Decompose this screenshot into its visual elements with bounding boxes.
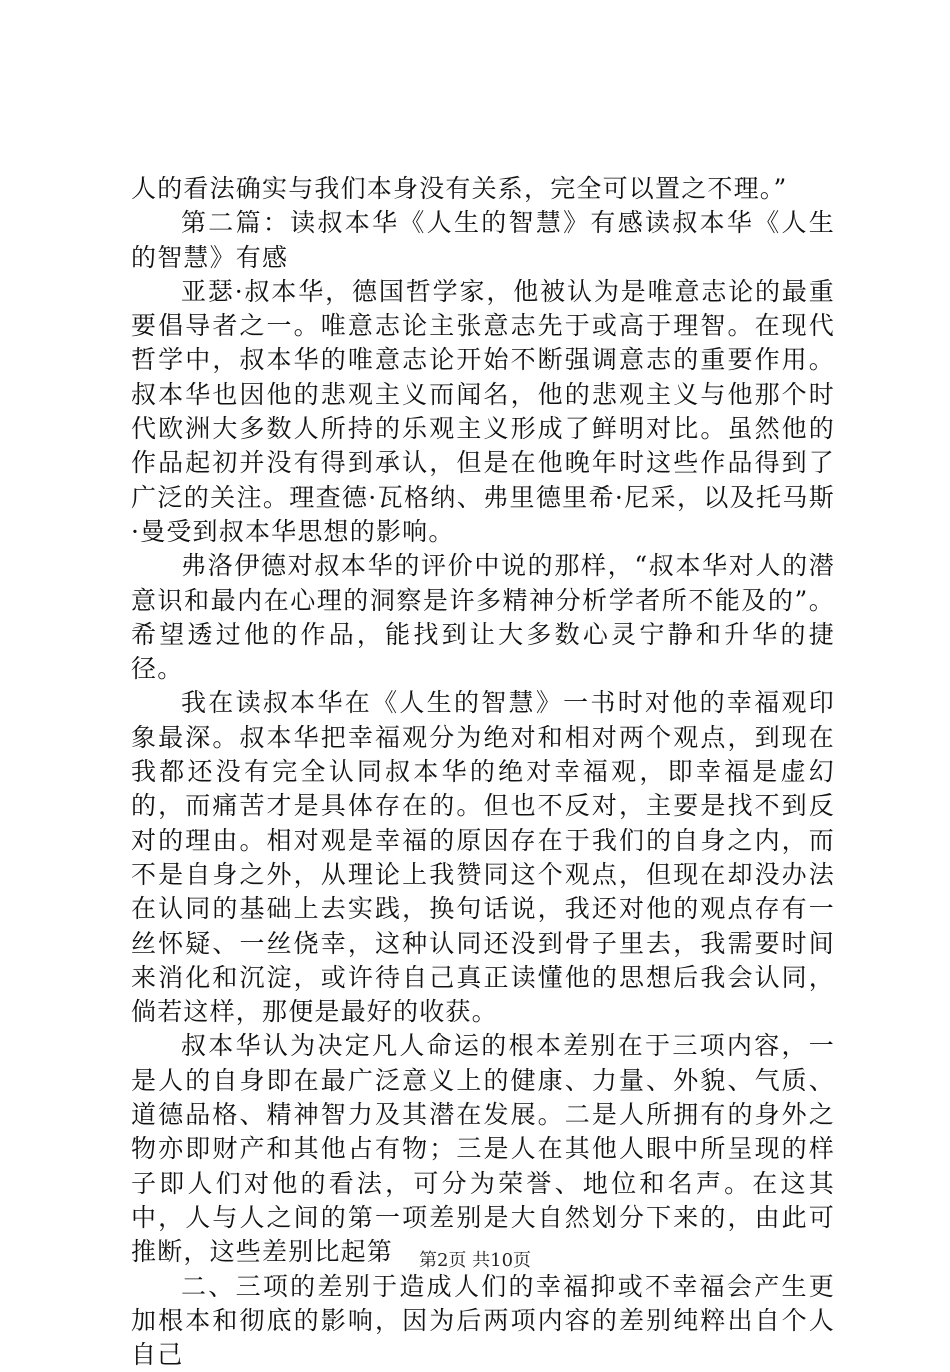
paragraph-three-differences: 叔本华认为决定凡人命运的根本差别在于三项内容，一是人的自身即在最广泛意义上的健康、力量、外貌、气质、道德品格、精神智力及其潜在发展。二是人所拥有的身外之物亦即财产和其他占有物；三是人在其他人眼中所呈现的样子即人们对他的看法，可分为荣誉、地位和名声。在这其中，人与人之间的第一项差别是大自然划分下来的，由此可推断，这些差别比起第 <box>131 1029 835 1269</box>
paragraph-happiness-view: 我在读叔本华在《人生的智慧》一书时对他的幸福观印象最深。叔本华把幸福观分为绝对和相对两个观点，到现在我都还没有完全认同叔本华的绝对幸福观，即幸福是虚幻的，而痛苦才是具体存在的。但也不反对，主要是找不到反对的理由。相对观是幸福的原因存在于我们的自身之内，而不是自身之外，从理论上我赞同这个观点，但现在却没办法在认同的基础上去实践，换句话说，我还对他的观点存有一丝怀疑、一丝侥幸，这种认同还没到骨子里去，我需要时间来消化和沉淀，或许待自己真正读懂他的思想后我会认同，倘若这样，那便是最好的收获。 <box>131 686 835 1029</box>
document-body <box>131 172 835 1372</box>
paragraph-introduction: 亚瑟·叔本华，德国哲学家，他被认为是唯意志论的最重要倡导者之一。唯意志论主张意志先于或高于理智。在现代哲学中，叔本华的唯意志论开始不断强调意志的重要作用。叔本华也因他的悲观主义而闻名，他的悲观主义与他那个时代欧洲大多数人所持的乐观主义形成了鲜明对比。虽然他的作品起初并没有得到承认，但是在他晚年时这些作品得到了广泛的关注。理查德·瓦格纳、弗里德里希·尼采，以及托马斯·曼受到叔本华思想的影响。 <box>131 275 835 549</box>
page-footer: 第2页 共10页 <box>0 1246 950 1272</box>
paragraph-continuation: 人的看法确实与我们本身没有关系，完全可以置之不理。” <box>131 172 835 206</box>
paragraph-continued: 二、三项的差别于造成人们的幸福抑或不幸福会产生更加根本和彻底的影响，因为后两项内容的差别纯粹出自个人自己 <box>131 1270 835 1372</box>
paragraph-freud-quote: 弗洛伊德对叔本华的评价中说的那样，“叔本华对人的潜意识和最内在心理的洞察是许多精神分析学者所不能及的”。希望透过他的作品，能找到让大多数心灵宁静和升华的捷径。 <box>131 549 835 686</box>
paragraph-section-title: 第二篇：读叔本华《人生的智慧》有感读叔本华《人生的智慧》有感 <box>131 206 835 275</box>
